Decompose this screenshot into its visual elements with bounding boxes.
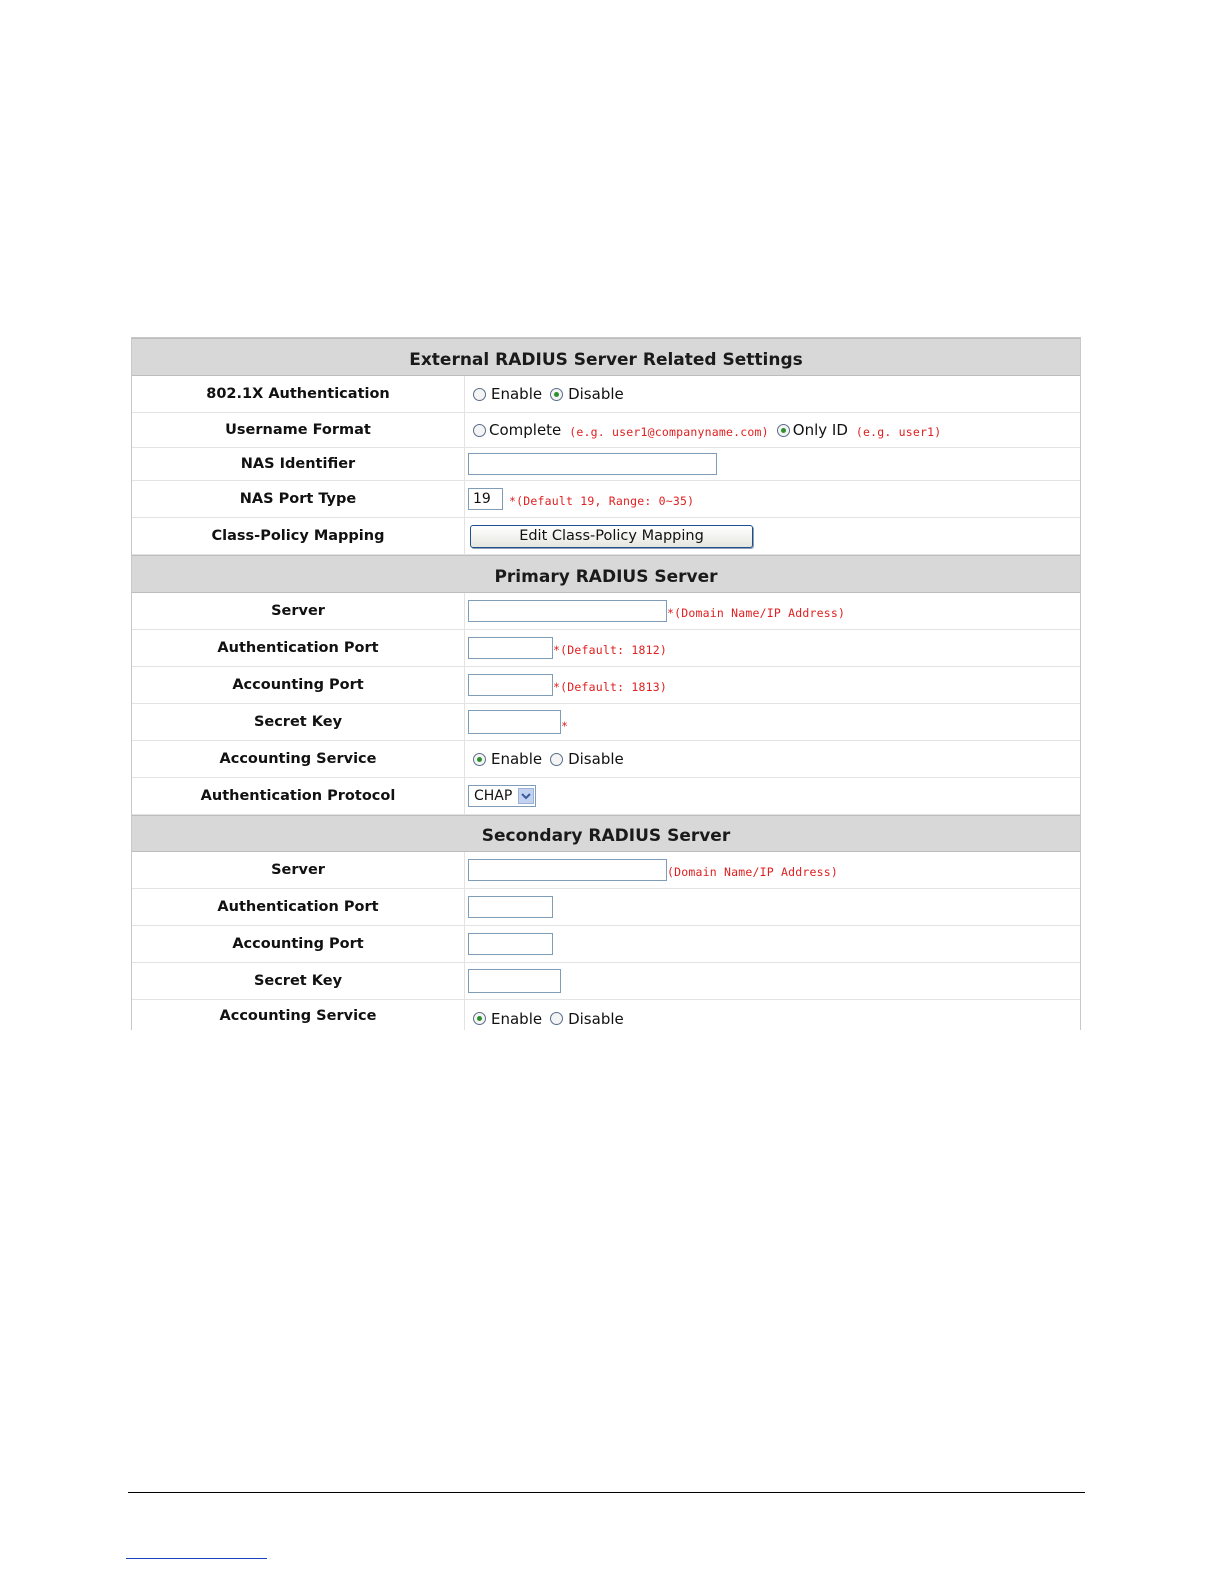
row-primary-authentication-port <box>132 630 1080 667</box>
radio-8021x-disable[interactable] <box>550 388 563 401</box>
radio-label: Complete <box>489 421 562 439</box>
row-value <box>468 448 1080 480</box>
row-label: Accounting Port <box>132 667 465 703</box>
row-label: Secret Key <box>132 963 465 999</box>
row-value <box>468 704 1080 740</box>
row-value <box>468 518 1080 554</box>
row-value <box>468 1000 1080 1030</box>
row-value <box>468 413 1080 447</box>
row-value <box>468 481 1080 517</box>
row-label: Server <box>132 593 465 629</box>
radio-username-complete[interactable] <box>473 424 486 437</box>
row-class-policy-mapping <box>132 518 1080 555</box>
radio-label: Disable <box>568 1010 624 1028</box>
edit-class-policy-mapping-button[interactable]: Edit Class-Policy Mapping <box>470 525 753 548</box>
section-header-primary <box>132 555 1080 593</box>
row-value <box>468 926 1080 962</box>
radio-label: Disable <box>568 750 624 768</box>
radio-secondary-acct-enable[interactable] <box>473 1012 486 1025</box>
row-label: Accounting Service <box>132 1000 465 1030</box>
auth-protocol-select[interactable] <box>468 785 536 807</box>
row-label: Server <box>132 852 465 888</box>
row-secondary-secret-key <box>132 963 1080 1000</box>
secondary-secret-key-input[interactable] <box>468 969 561 993</box>
primary-secret-key-hint: * <box>561 719 569 733</box>
row-primary-authentication-protocol <box>132 778 1080 815</box>
radio-label: Disable <box>568 385 624 403</box>
radio-label: Enable <box>491 750 543 768</box>
row-label: NAS Port Type <box>132 481 465 517</box>
row-value <box>468 593 1080 629</box>
row-value <box>468 667 1080 703</box>
row-value <box>468 889 1080 925</box>
row-8021x-authentication <box>132 376 1080 413</box>
row-nas-identifier <box>132 448 1080 481</box>
footer-link-underline <box>126 1558 267 1559</box>
secondary-acct-port-input[interactable] <box>468 933 553 955</box>
row-nas-port-type <box>132 481 1080 518</box>
row-value <box>468 376 1080 412</box>
username-only-id-hint: (e.g. user1) <box>855 424 942 439</box>
row-value <box>468 852 1080 888</box>
row-value <box>468 963 1080 999</box>
primary-acct-port-hint: *(Default: 1813) <box>553 679 667 694</box>
row-secondary-accounting-service <box>132 1000 1080 1030</box>
row-value <box>468 630 1080 666</box>
radio-primary-acct-enable[interactable] <box>473 753 486 766</box>
secondary-server-hint: (Domain Name/IP Address) <box>667 864 838 879</box>
row-username-format <box>132 413 1080 448</box>
radio-username-only-id[interactable] <box>777 424 790 437</box>
section-header-external <box>132 338 1080 376</box>
nas-port-type-hint: *(Default 19, Range: 0~35) <box>509 493 695 508</box>
radio-8021x-enable[interactable] <box>473 388 486 401</box>
radio-secondary-acct-disable[interactable] <box>550 1012 563 1025</box>
row-primary-server <box>132 593 1080 630</box>
section-title: Primary RADIUS Server <box>494 567 718 587</box>
primary-auth-port-input[interactable] <box>468 637 553 659</box>
row-secondary-authentication-port <box>132 889 1080 926</box>
row-value <box>468 778 1080 814</box>
row-value <box>468 741 1080 777</box>
row-primary-accounting-service <box>132 741 1080 778</box>
row-label: Authentication Port <box>132 630 465 666</box>
row-label: NAS Identifier <box>132 448 465 480</box>
radio-label: Enable <box>491 385 543 403</box>
row-label: Accounting Port <box>132 926 465 962</box>
secondary-server-input[interactable] <box>468 859 667 881</box>
row-label: Class-Policy Mapping <box>132 518 465 554</box>
footer-divider <box>128 1492 1085 1493</box>
radio-label: Only ID <box>792 421 848 439</box>
row-label: Secret Key <box>132 704 465 740</box>
row-secondary-accounting-port <box>132 926 1080 963</box>
row-label: 802.1X Authentication <box>132 376 465 412</box>
nas-port-type-input[interactable]: 19 <box>468 488 503 510</box>
row-label: Authentication Port <box>132 889 465 925</box>
primary-server-input[interactable] <box>468 600 667 622</box>
chevron-down-icon[interactable] <box>518 788 534 804</box>
row-label: Username Format <box>132 413 465 447</box>
radius-settings-panel <box>131 337 1081 1030</box>
primary-server-hint: *(Domain Name/IP Address) <box>667 605 846 620</box>
row-secondary-server <box>132 852 1080 889</box>
radio-primary-acct-disable[interactable] <box>550 753 563 766</box>
secondary-auth-port-input[interactable] <box>468 896 553 918</box>
section-title: External RADIUS Server Related Settings <box>409 350 803 370</box>
primary-auth-port-hint: *(Default: 1812) <box>553 642 667 657</box>
row-primary-accounting-port <box>132 667 1080 704</box>
username-complete-hint: (e.g. user1@companyname.com) <box>569 424 769 439</box>
primary-secret-key-input[interactable] <box>468 710 561 734</box>
row-label: Authentication Protocol <box>132 778 465 814</box>
nas-identifier-input[interactable] <box>468 453 717 475</box>
row-primary-secret-key <box>132 704 1080 741</box>
select-value: CHAP <box>474 788 513 804</box>
section-title: Secondary RADIUS Server <box>481 826 731 846</box>
row-label: Accounting Service <box>132 741 465 777</box>
primary-acct-port-input[interactable] <box>468 674 553 696</box>
radio-label: Enable <box>491 1010 543 1028</box>
section-header-secondary <box>132 815 1080 852</box>
